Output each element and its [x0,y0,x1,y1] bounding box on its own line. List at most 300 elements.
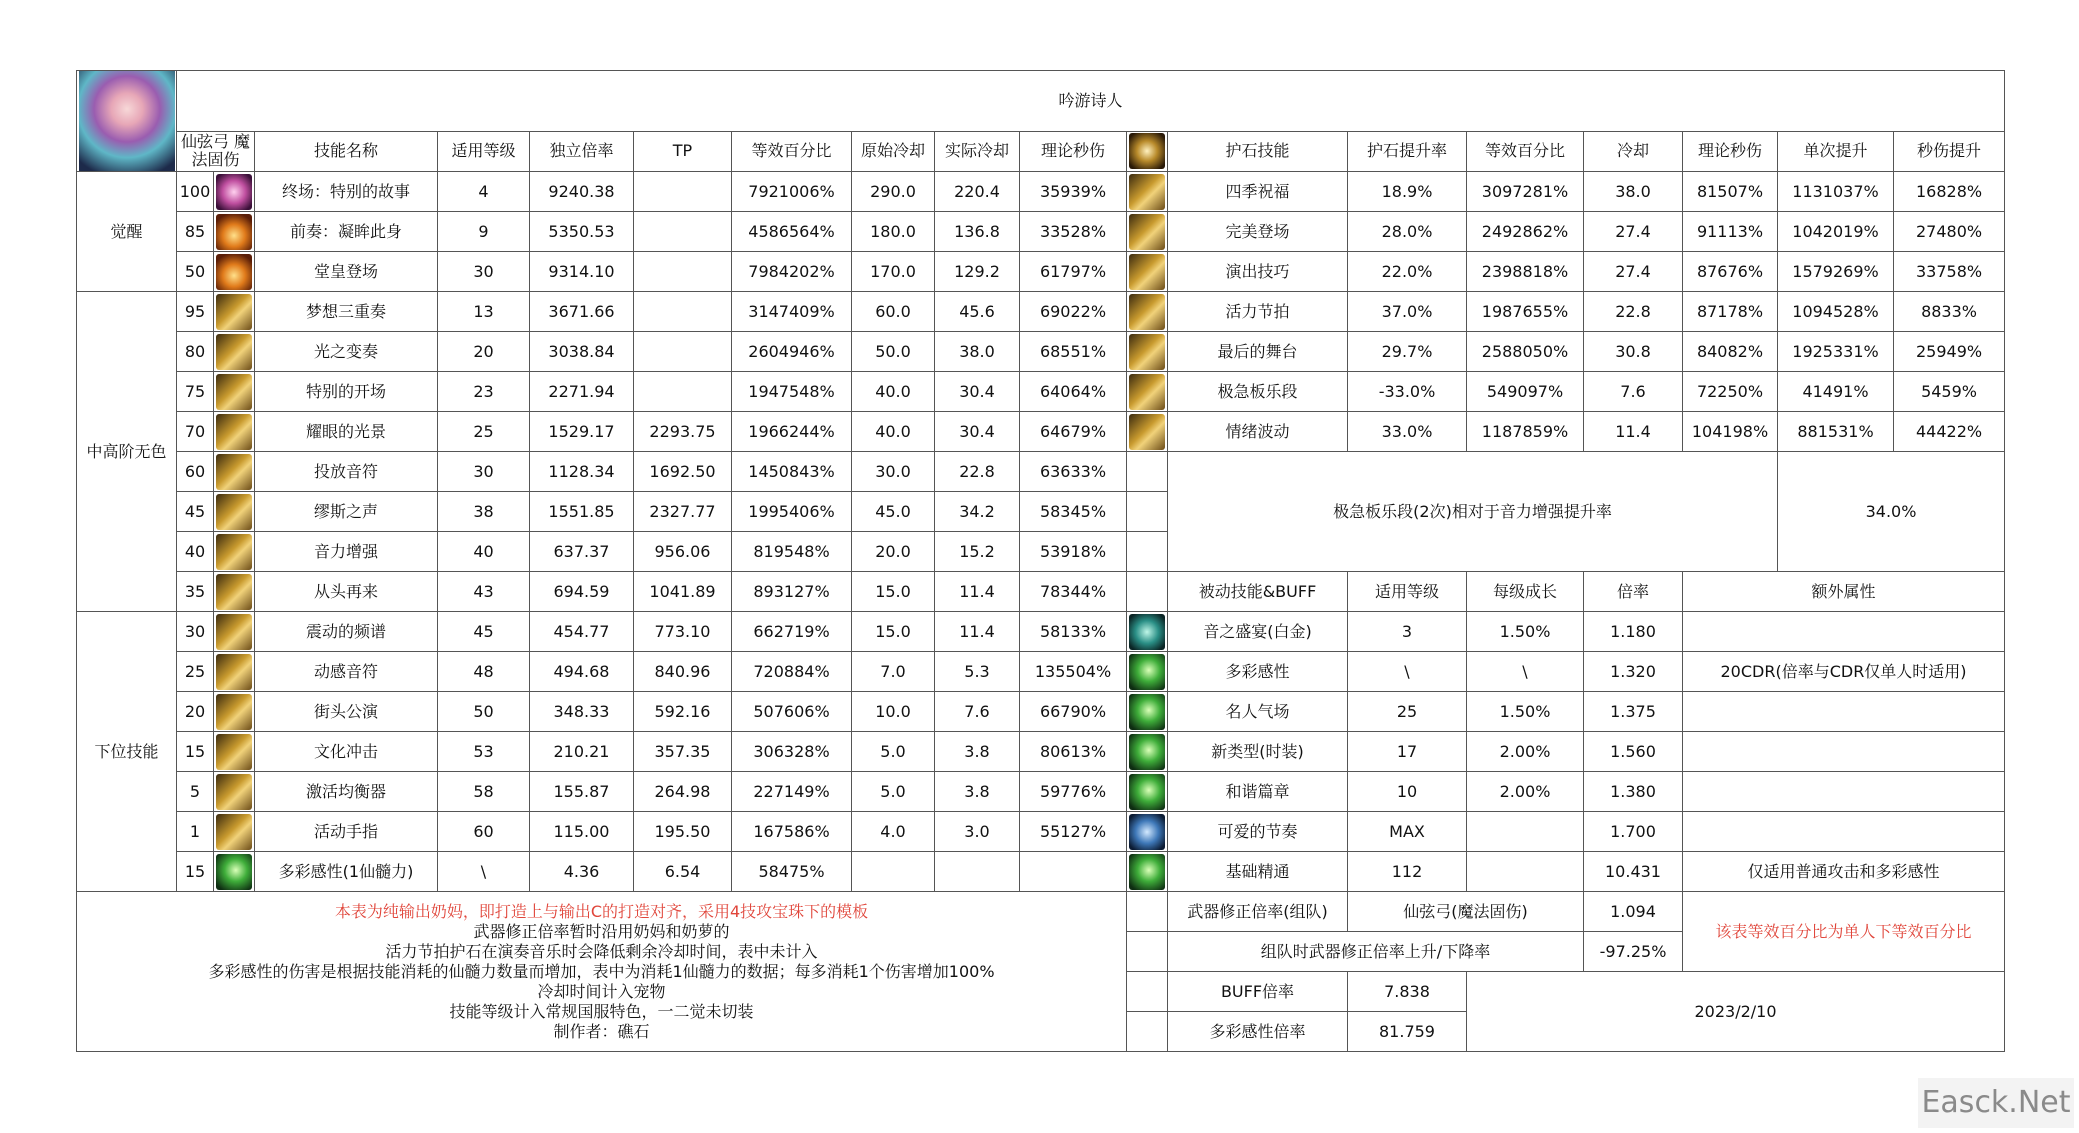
skill-pct: 662719% [732,612,852,652]
passive-mult: 1.560 [1584,732,1683,772]
talisman-icon-cell [1127,252,1168,292]
passive-level: MAX [1348,812,1467,852]
skill-cd-raw: 5.0 [852,772,935,812]
skill-applied-level: 53 [438,732,530,772]
passive-name: 音之盛宴(白金) [1168,612,1348,652]
table-row [77,252,2005,292]
skill-mult: 9314.10 [530,252,634,292]
special-compare-label: 极急板乐段(2次)相对于音力增强提升率 [1168,452,1778,572]
passive-growth: 2.00% [1467,772,1584,812]
skill-icon-cell [214,412,255,452]
talisman-dps: 91113% [1683,212,1778,252]
talisman-single-gain: 1094528% [1778,292,1894,332]
col-passive-name: 被动技能&BUFF [1168,572,1348,612]
talisman-dps: 81507% [1683,172,1778,212]
skill-tp [634,292,732,332]
skill-dps: 35939% [1020,172,1127,212]
skill-cd-real: 11.4 [935,572,1020,612]
skill-icon [216,414,252,450]
skill-cd-raw: 40.0 [852,372,935,412]
passive-level: 10 [1348,772,1467,812]
passive-icon [1129,814,1165,850]
passive-icon [1129,614,1165,650]
talisman-dps-gain: 16828% [1894,172,2005,212]
skill-tp: 1041.89 [634,572,732,612]
notes-cell [77,892,1127,1052]
talisman-pct: 549097% [1467,372,1584,412]
col-dps-gain: 秒伤提升 [1894,131,2005,171]
skill-level-req: 15 [177,852,214,892]
skill-name: 堂皇登场 [255,252,438,292]
avatar [79,71,175,171]
star-emblem-icon [1129,133,1165,169]
skill-mult: 3671.66 [530,292,634,332]
passive-level: 25 [1348,692,1467,732]
skill-icon [216,374,252,410]
talisman-cd: 27.4 [1584,252,1683,292]
skill-level-req: 100 [177,172,214,212]
talisman-icon-cell [1127,332,1168,372]
skill-name: 音力增强 [255,532,438,572]
skill-pct: 720884% [732,652,852,692]
talisman-cd: 22.8 [1584,292,1683,332]
talisman-dps-gain: 44422% [1894,412,2005,452]
talisman-icon [1129,294,1165,330]
skill-applied-level: 4 [438,172,530,212]
buff-label: BUFF倍率 [1168,972,1348,1012]
skill-dps: 64679% [1020,412,1127,452]
talisman-icon [1129,414,1165,450]
col-passive-mult: 倍率 [1584,572,1683,612]
talisman-icon [1129,334,1165,370]
skill-dps: 69022% [1020,292,1127,332]
skill-mult: 1128.34 [530,452,634,492]
table-row [77,372,2005,412]
skill-icon-cell [214,252,255,292]
talisman-pct: 1987655% [1467,292,1584,332]
skill-cd-raw: 15.0 [852,572,935,612]
notes-red-line: 本表为纯输出奶妈，即打造上与输出C的打造对齐，采用4技攻宝珠下的模板 [334,901,869,921]
skill-icon-cell [214,812,255,852]
talisman-cd: 11.4 [1584,412,1683,452]
skill-icon [216,534,252,570]
talisman-rate: 18.9% [1348,172,1467,212]
talisman-dps: 87676% [1683,252,1778,292]
skill-pct: 306328% [732,732,852,772]
talisman-icon-cell [1127,212,1168,252]
talisman-pct: 2492862% [1467,212,1584,252]
talisman-name: 活力节拍 [1168,292,1348,332]
talisman-cd: 30.8 [1584,332,1683,372]
talisman-single-gain: 881531% [1778,412,1894,452]
skill-pct: 7984202% [732,252,852,292]
talisman-single-gain: 1042019% [1778,212,1894,252]
passive-extra [1683,692,2005,732]
skill-cd-raw: 30.0 [852,452,935,492]
talisman-cd: 27.4 [1584,212,1683,252]
passive-icon [1129,694,1165,730]
col-dps: 理论秒伤 [1020,131,1127,171]
col-cd-real: 实际冷却 [935,131,1020,171]
col-talisman-skill: 护石技能 [1168,131,1348,171]
skill-cd-raw: 7.0 [852,652,935,692]
passive-icon-cell [1127,612,1168,652]
skill-name: 激活均衡器 [255,772,438,812]
skill-mult: 155.87 [530,772,634,812]
notes-line: 多彩感性的伤害是根据技能消耗的仙髓力数量而增加，表中为消耗1仙髓力的数据；每多消耗1个伤害增加100% [208,961,995,981]
skill-cd-real: 22.8 [935,452,1020,492]
table-row [77,772,2005,812]
skill-name: 终场：特别的故事 [255,172,438,212]
passive-level: 17 [1348,732,1467,772]
col-passive-level: 适用等级 [1348,572,1467,612]
talisman-icon-cell [1127,172,1168,212]
talisman-dps-gain: 25949% [1894,332,2005,372]
talisman-name: 完美登场 [1168,212,1348,252]
skill-pct: 1995406% [732,492,852,532]
passive-level: \ [1348,652,1467,692]
table-row [77,852,2005,892]
passive-mult: 1.320 [1584,652,1683,692]
talisman-name: 最后的舞台 [1168,332,1348,372]
skill-cd-raw [852,852,935,892]
talisman-name: 极急板乐段 [1168,372,1348,412]
skill-level-req: 75 [177,372,214,412]
passive-icon-cell [1127,812,1168,852]
passive-growth: 1.50% [1467,692,1584,732]
skill-cd-real: 11.4 [935,612,1020,652]
skill-icon-cell [214,172,255,212]
talisman-single-gain: 41491% [1778,372,1894,412]
color-mult-label: 多彩感性倍率 [1168,1012,1348,1052]
skill-pct: 1450843% [732,452,852,492]
passive-extra [1683,612,2005,652]
skill-icon [216,454,252,490]
talisman-icon [1129,254,1165,290]
col-mult: 独立倍率 [530,131,634,171]
notes-line: 活力节拍护石在演奏音乐时会降低剩余冷却时间，表中未计入 [385,941,818,961]
talisman-name: 情绪波动 [1168,412,1348,452]
skill-pct: 893127% [732,572,852,612]
skill-tp: 2293.75 [634,412,732,452]
page-title: 吟游诗人 [177,71,2005,132]
passive-extra [1683,732,2005,772]
skill-mult: 1529.17 [530,412,634,452]
passive-growth: \ [1467,652,1584,692]
skill-applied-level: 58 [438,772,530,812]
skill-cd-real: 30.4 [935,412,1020,452]
col-passive-growth: 每级成长 [1467,572,1584,612]
skill-pct: 58475% [732,852,852,892]
skill-level-req: 1 [177,812,214,852]
skill-tp [634,172,732,212]
skill-icon [216,294,252,330]
skill-cd-raw: 50.0 [852,332,935,372]
skill-cd-raw: 4.0 [852,812,935,852]
table-row [77,292,2005,332]
talisman-dps: 87178% [1683,292,1778,332]
col-cd-raw: 原始冷却 [852,131,935,171]
skill-pct: 819548% [732,532,852,572]
table-row [77,412,2005,452]
skill-pct: 7921006% [732,172,852,212]
table-row [77,172,2005,212]
skill-icon [216,494,252,530]
skill-pct: 167586% [732,812,852,852]
skill-dps [1020,852,1127,892]
skill-icon [216,174,252,210]
skill-mult: 115.00 [530,812,634,852]
notes-line: 技能等级计入常规国服特色，一二觉未切装 [449,1001,754,1021]
skill-mult: 3038.84 [530,332,634,372]
skill-level-req: 15 [177,732,214,772]
skill-icon [216,254,252,290]
skill-icon-cell [214,492,255,532]
skill-mult: 9240.38 [530,172,634,212]
skill-level-req: 45 [177,492,214,532]
weapon-mod-weapon: 仙弦弓(魔法固伤) [1348,892,1584,932]
talisman-name: 演出技巧 [1168,252,1348,292]
skill-dps: 55127% [1020,812,1127,852]
skill-tp: 6.54 [634,852,732,892]
passive-icon-cell [1127,652,1168,692]
passive-growth [1467,812,1584,852]
skill-level-req: 60 [177,452,214,492]
notes-line: 武器修正倍率暂时沿用奶妈和奶萝的 [473,921,730,941]
passive-name: 和谐篇章 [1168,772,1348,812]
skill-cd-real: 15.2 [935,532,1020,572]
skill-level-req: 20 [177,692,214,732]
skill-name: 震动的频谱 [255,612,438,652]
col-talisman-dps: 理论秒伤 [1683,131,1778,171]
skill-level-req: 80 [177,332,214,372]
talisman-pct: 3097281% [1467,172,1584,212]
talisman-rate: 33.0% [1348,412,1467,452]
empty-icon-cell [1127,572,1168,612]
table-row [77,452,2005,492]
skill-cd-raw: 180.0 [852,212,935,252]
skill-cd-raw: 60.0 [852,292,935,332]
skill-icon-cell [214,772,255,812]
empty-icon-cell [1127,532,1168,572]
skill-level-req: 85 [177,212,214,252]
skill-dps: 78344% [1020,572,1127,612]
talisman-icon [1129,174,1165,210]
skill-table [76,70,2005,1052]
skill-tp [634,332,732,372]
passive-name: 多彩感性 [1168,652,1348,692]
passive-icon-cell [1127,772,1168,812]
table-row [77,572,2005,612]
skill-icon [216,734,252,770]
skill-cd-real: 220.4 [935,172,1020,212]
group-label-low: 下位技能 [77,612,177,892]
skill-cd-raw: 20.0 [852,532,935,572]
talisman-cd: 38.0 [1584,172,1683,212]
skill-dps: 58133% [1020,612,1127,652]
passive-icon-cell [1127,852,1168,892]
skill-applied-level: 30 [438,252,530,292]
skill-dps: 68551% [1020,332,1127,372]
skill-tp: 2327.77 [634,492,732,532]
color-mult-value: 81.759 [1348,1012,1467,1052]
group-label-awaken: 觉醒 [77,172,177,292]
footer-row [77,892,2005,932]
talisman-name: 四季祝福 [1168,172,1348,212]
skill-name: 投放音符 [255,452,438,492]
talisman-rate: -33.0% [1348,372,1467,412]
skill-cd-real: 45.6 [935,292,1020,332]
passive-name: 名人气场 [1168,692,1348,732]
talisman-rate: 37.0% [1348,292,1467,332]
skill-cd-raw: 15.0 [852,612,935,652]
passive-growth: 2.00% [1467,732,1584,772]
skill-cd-raw: 10.0 [852,692,935,732]
talisman-icon [1129,214,1165,250]
skill-pct: 1947548% [732,372,852,412]
col-talisman-pct: 等效百分比 [1467,131,1584,171]
passive-name: 可爱的节奏 [1168,812,1348,852]
skill-pct: 507606% [732,692,852,732]
skill-icon [216,334,252,370]
skill-mult: 637.37 [530,532,634,572]
skill-icon [216,574,252,610]
skill-mult: 494.68 [530,652,634,692]
skill-applied-level: 43 [438,572,530,612]
skill-cd-real: 136.8 [935,212,1020,252]
skill-applied-level: 45 [438,612,530,652]
table-row [77,612,2005,652]
table-row [77,652,2005,692]
skill-icon-cell [214,732,255,772]
skill-name: 街头公演 [255,692,438,732]
passive-level: 3 [1348,612,1467,652]
passive-mult: 10.431 [1584,852,1683,892]
skill-dps: 66790% [1020,692,1127,732]
skill-icon [216,814,252,850]
skill-icon-cell [214,292,255,332]
skill-cd-real: 7.6 [935,692,1020,732]
skill-cd-real [935,852,1020,892]
passive-extra [1683,812,2005,852]
skill-icon-cell [214,652,255,692]
skill-name: 前奏：凝眸此身 [255,212,438,252]
skill-tp [634,212,732,252]
talisman-single-gain: 1579269% [1778,252,1894,292]
passive-growth: 1.50% [1467,612,1584,652]
buff-value: 7.838 [1348,972,1467,1012]
col-single-gain: 单次提升 [1778,131,1894,171]
skill-icon-cell [214,332,255,372]
skill-level-req: 30 [177,612,214,652]
talisman-rate: 22.0% [1348,252,1467,292]
skill-spreadsheet [76,70,2004,1053]
skill-icon-cell [214,532,255,572]
talisman-pct: 2398818% [1467,252,1584,292]
skill-icon [216,214,252,250]
talisman-icon-cell [1127,372,1168,412]
empty-icon-cell [1127,452,1168,492]
skill-cd-real: 5.3 [935,652,1020,692]
skill-name: 特别的开场 [255,372,438,412]
skill-cd-raw: 40.0 [852,412,935,452]
skill-name: 光之变奏 [255,332,438,372]
talisman-icon-cell [1127,292,1168,332]
skill-dps: 80613% [1020,732,1127,772]
team-mod-value: -97.25% [1584,932,1683,972]
skill-cd-raw: 45.0 [852,492,935,532]
skill-mult: 210.21 [530,732,634,772]
notes-line: 冷却时间计入宠物 [537,981,666,1001]
talisman-single-gain: 1925331% [1778,332,1894,372]
skill-tp: 840.96 [634,652,732,692]
skill-level-req: 5 [177,772,214,812]
skill-cd-raw: 5.0 [852,732,935,772]
skill-icon [216,774,252,810]
skill-tp: 956.06 [634,532,732,572]
skill-dps: 135504% [1020,652,1127,692]
empty-icon-cell [1127,1012,1168,1052]
skill-name: 缪斯之声 [255,492,438,532]
talisman-pct: 1187859% [1467,412,1584,452]
date-cell: 2023/2/10 [1467,972,2005,1052]
skill-mult: 694.59 [530,572,634,612]
skill-name: 动感音符 [255,652,438,692]
passive-name: 基础精通 [1168,852,1348,892]
passive-name: 新类型(时装) [1168,732,1348,772]
talisman-dps-gain: 8833% [1894,292,2005,332]
passive-extra: 仅适用普通攻击和多彩感性 [1683,852,2005,892]
skill-pct: 1966244% [732,412,852,452]
notes-line: 制作者：礁石 [553,1021,650,1041]
col-pct: 等效百分比 [732,131,852,171]
skill-tp [634,372,732,412]
skill-applied-level: 48 [438,652,530,692]
passive-icon [1129,734,1165,770]
col-skill-name: 技能名称 [255,131,438,171]
skill-applied-level: 30 [438,452,530,492]
passive-extra [1683,772,2005,812]
skill-icon-cell [214,692,255,732]
skill-dps: 61797% [1020,252,1127,292]
talisman-dps: 104198% [1683,412,1778,452]
skill-name: 多彩感性(1仙髓力) [255,852,438,892]
skill-name: 活动手指 [255,812,438,852]
skill-cd-real: 3.0 [935,812,1020,852]
empty-icon-cell [1127,972,1168,1012]
site-watermark: Easck.Net [1918,1078,2074,1128]
skill-dps: 63633% [1020,452,1127,492]
weapon-type-header: 仙弦弓 魔法固伤 [177,131,255,171]
skill-cd-real: 3.8 [935,732,1020,772]
skill-name: 从头再来 [255,572,438,612]
passive-mult: 1.375 [1584,692,1683,732]
skill-name: 文化冲击 [255,732,438,772]
skill-name: 耀眼的光景 [255,412,438,452]
table-row [77,732,2005,772]
skill-tp: 592.16 [634,692,732,732]
skill-icon [216,654,252,690]
skill-cd-real: 30.4 [935,372,1020,412]
skill-icon-cell [214,212,255,252]
skill-level-req: 35 [177,572,214,612]
skill-name: 梦想三重奏 [255,292,438,332]
skill-applied-level: 60 [438,812,530,852]
skill-applied-level: 13 [438,292,530,332]
group-label-mid: 中高阶无色 [77,292,177,612]
skill-cd-real: 3.8 [935,772,1020,812]
skill-cd-raw: 290.0 [852,172,935,212]
